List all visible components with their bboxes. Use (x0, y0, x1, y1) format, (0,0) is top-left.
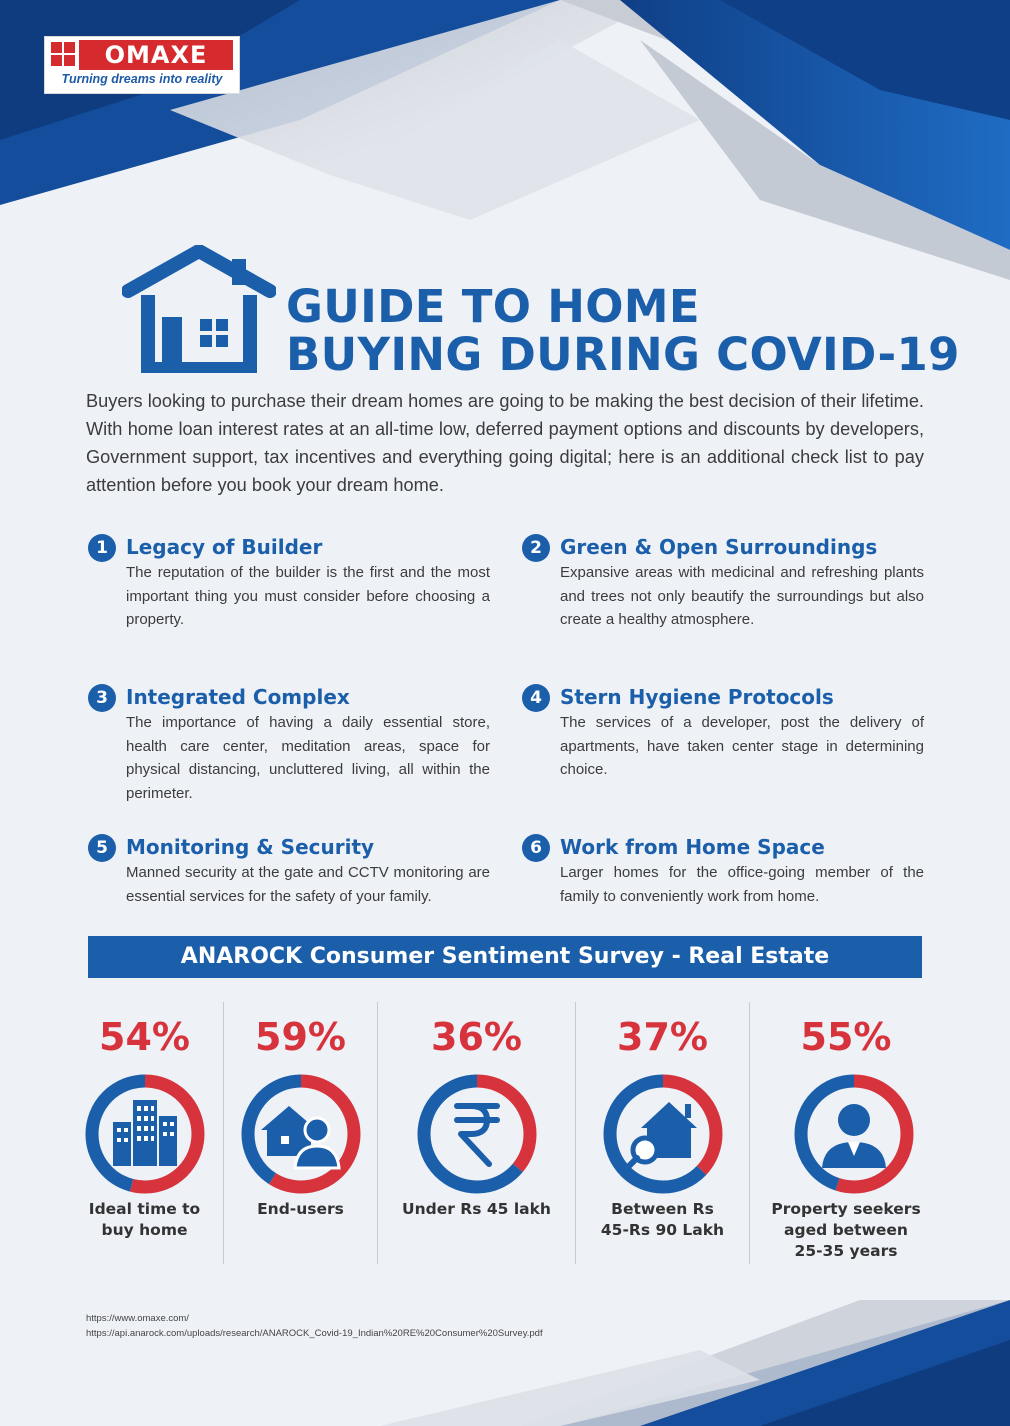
tip-title: Stern Hygiene Protocols (560, 685, 834, 709)
stat-label-line: aged between (784, 1221, 908, 1239)
tip-number-badge: 2 (522, 534, 550, 562)
stat-label-line: 45-Rs 90 Lakh (600, 1221, 725, 1239)
omaxe-logo[interactable] (44, 36, 240, 94)
tip-number-badge: 6 (522, 834, 550, 862)
stat-label (224, 1199, 377, 1220)
stat-ring (601, 1072, 725, 1196)
sources (86, 1311, 543, 1341)
stat-label (66, 1199, 223, 1241)
tip-text: Expansive areas with medicinal and refreshing plants and trees not only beautify the surroundings but also create a healthy atmosphere. (560, 564, 924, 628)
house-icon (122, 245, 276, 373)
stat-label-line: Under Rs 45 lakh (402, 1200, 551, 1218)
tip-number-badge: 4 (522, 684, 550, 712)
tip-title: Work from Home Space (560, 835, 825, 859)
person-icon (822, 1104, 886, 1168)
stat-label-line: Between Rs (611, 1200, 714, 1218)
tip-number-badge: 1 (88, 534, 116, 562)
tip-text: Manned security at the gate and CCTV monitoring are essential services for the safety of your family. (126, 864, 490, 905)
brand-name: OMAXE (79, 40, 233, 70)
survey-stats (66, 1002, 942, 1264)
stat-ring (83, 1072, 207, 1196)
stat-value: 55% (800, 1015, 892, 1059)
tip-number-badge: 5 (88, 834, 116, 862)
page-title (286, 280, 960, 381)
tip-text: The reputation of the builder is the first and the most important thing you must consider before choosing a property. (126, 564, 490, 628)
stat-label-line: Property seekers (771, 1200, 921, 1218)
stat-value: 36% (431, 1015, 522, 1059)
stat-ring (415, 1072, 539, 1196)
title-line-2: BUYING DURING COVID-19 (286, 328, 960, 381)
stat-label-line: 25-35 years (794, 1242, 898, 1260)
stat-label (378, 1199, 575, 1220)
tip-text: The importance of having a daily essential store, health care center, meditation areas, space for physical distancing, uncluttered living, all within the perimeter. (126, 714, 490, 802)
tip-text: The services of a developer, post the delivery of apartments, have taken center stage in determining choice. (560, 714, 924, 778)
tip-number-badge: 3 (88, 684, 116, 712)
stat-label-line: Ideal time to (88, 1200, 201, 1218)
stat-label (750, 1199, 942, 1262)
stat-label-line: buy home (101, 1221, 188, 1239)
house-search-icon (625, 1102, 697, 1170)
stat-value: 54% (99, 1015, 190, 1059)
tip-title: Legacy of Builder (126, 535, 323, 559)
brand-tagline: Turning dreams into reality (61, 72, 223, 86)
buildings-icon (113, 1100, 177, 1166)
stat-ring (239, 1072, 363, 1196)
stat-item (750, 1002, 942, 1264)
stat-item (66, 1002, 223, 1264)
stat-ring (792, 1072, 916, 1196)
source-link[interactable]: https://api.anarock.com/uploads/research/ANAROCK_Covid-19_Indian%20RE%20Consumer%20Survey.pdf (86, 1328, 543, 1339)
stat-label (576, 1199, 749, 1241)
stat-item (378, 1002, 575, 1264)
stat-value: 37% (617, 1015, 708, 1059)
home-user-icon (261, 1106, 339, 1168)
source-link[interactable]: https://www.omaxe.com/ (86, 1313, 189, 1324)
survey-banner: ANAROCK Consumer Sentiment Survey - Real Estate (88, 936, 922, 978)
intro-paragraph: Buyers looking to purchase their dream homes are going to be making the best decision of their lifetime. With home loan interest rates at an all-time low, deferred payment options and discounts by developers, Government support, tax incentives and everything going digital; here is an additional check list to pay attention before you book your dream home. (86, 391, 924, 495)
tip-title: Integrated Complex (126, 685, 350, 709)
stat-item (576, 1002, 749, 1264)
stat-item (224, 1002, 377, 1264)
logo-mark-icon (51, 42, 75, 66)
tip-title: Monitoring & Security (126, 835, 375, 859)
tip-text: Larger homes for the office-going member of the family to conveniently work from home. (560, 864, 924, 905)
stat-label-line: End-users (257, 1200, 344, 1218)
tip-title: Green & Open Surroundings (560, 535, 878, 559)
title-line-1: GUIDE TO HOME (286, 280, 700, 333)
rupee-icon (457, 1106, 497, 1164)
stat-value: 59% (255, 1015, 346, 1059)
